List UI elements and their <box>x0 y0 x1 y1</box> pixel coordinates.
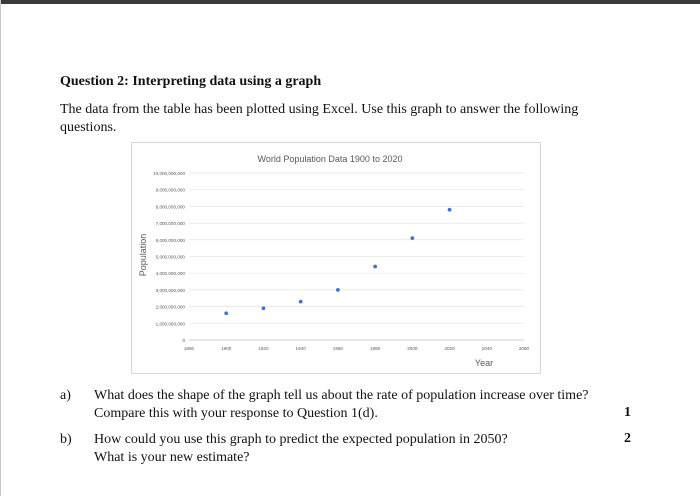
chart-gridlines <box>189 173 524 340</box>
x-tick-label: 2000 <box>407 346 418 351</box>
x-tick-labels <box>184 346 530 351</box>
x-axis-label: Year <box>474 358 494 368</box>
data-point <box>410 236 414 240</box>
chart-canvas <box>132 143 540 373</box>
y-tick-label: 7,000,000,000 <box>155 221 185 227</box>
x-tick-label: 2020 <box>444 346 455 351</box>
item-b-text <box>94 431 614 467</box>
data-point <box>299 300 303 304</box>
y-tick-label: 5,000,000,000 <box>155 254 185 260</box>
y-tick-label: 0 <box>182 338 185 343</box>
question-title: Question 2: Interpreting data using a graph <box>60 74 322 89</box>
data-point <box>336 288 340 292</box>
x-tick-label: 1980 <box>369 346 381 351</box>
y-tick-labels <box>153 171 185 343</box>
window-top-border <box>0 0 700 4</box>
y-tick-label: 6,000,000,000 <box>155 237 185 243</box>
item-b-marks: 2 <box>624 431 631 446</box>
item-a-marks: 1 <box>624 405 631 420</box>
x-tick-label: 1880 <box>183 346 195 351</box>
item-b-line-1: How could you use this graph to predict the expected population in 2050? <box>94 432 508 447</box>
data-point <box>224 311 228 315</box>
item-b-line-2: What is your new estimate? <box>94 450 250 465</box>
item-b-letter: b) <box>60 432 72 447</box>
population-chart <box>131 142 541 374</box>
y-axis-label: Population <box>138 233 148 277</box>
data-point <box>262 306 266 310</box>
data-point <box>448 208 452 212</box>
y-tick-label: 8,000,000,000 <box>155 204 185 210</box>
y-tick-label: 1,000,000,000 <box>155 321 185 327</box>
data-points <box>224 208 451 315</box>
y-tick-label: 10,000,000,000 <box>153 171 185 176</box>
x-tick-label: 1940 <box>295 346 306 351</box>
x-tick-label: 2060 <box>518 346 530 351</box>
y-tick-label: 2,000,000,000 <box>155 304 185 310</box>
data-point <box>373 265 377 269</box>
y-tick-label: 9,000,000,000 <box>155 187 185 193</box>
y-tick-label: 4,000,000,000 <box>155 271 185 277</box>
x-tick-label: 1960 <box>332 346 344 351</box>
question-intro: The data from the table has been plotted using Excel. Use this graph to answer the following questions. <box>60 102 579 135</box>
item-a-text <box>94 387 614 423</box>
item-a-letter: a) <box>60 388 71 403</box>
item-a-line-2: Compare this with your response to Question 1(d). <box>94 406 378 421</box>
chart-title: World Population Data 1900 to 2020 <box>257 154 403 164</box>
x-tick-label: 1900 <box>221 346 232 351</box>
x-tick-label: 2040 <box>481 346 492 351</box>
y-tick-label: 3,000,000,000 <box>155 287 185 293</box>
page-left-edge <box>0 0 1 496</box>
x-tick-label: 1920 <box>258 346 269 351</box>
item-a-line-1: What does the shape of the graph tell us about the rate of population increase over time? <box>94 388 589 403</box>
